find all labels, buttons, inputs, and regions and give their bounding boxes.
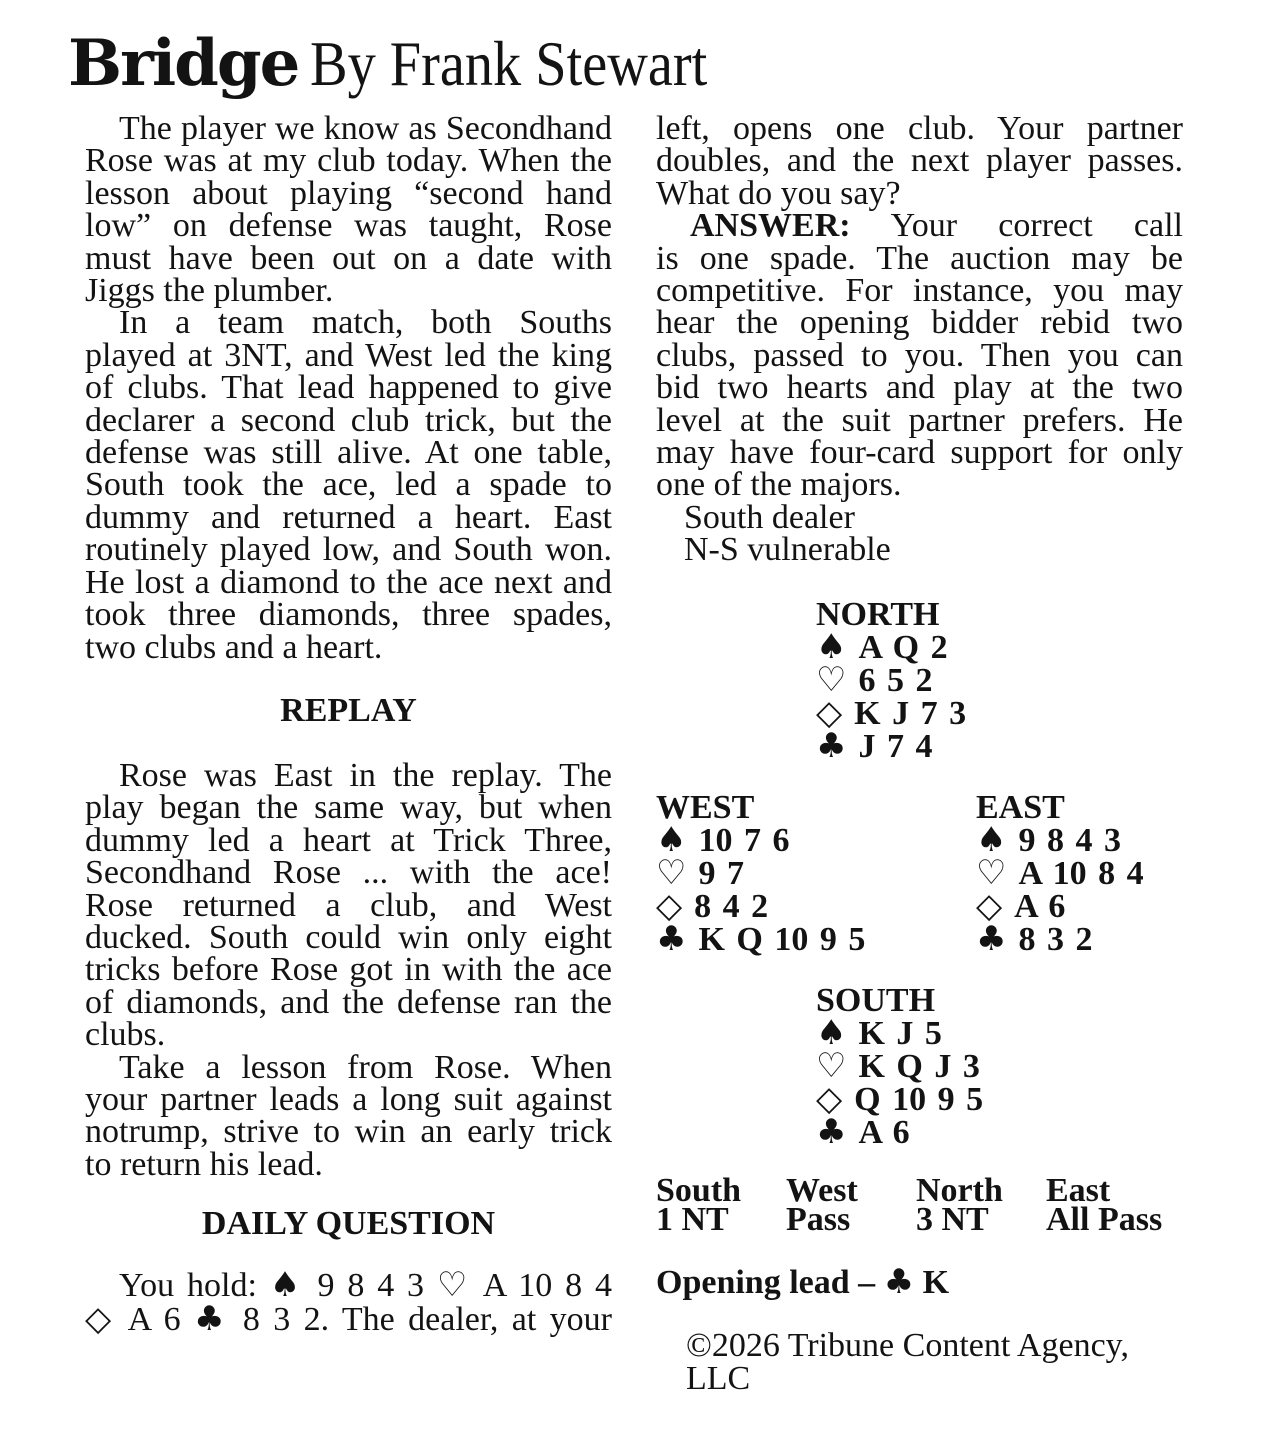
spade-icon: ♠ xyxy=(976,819,1007,860)
hand-label: WEST xyxy=(656,788,755,826)
suit-holding xyxy=(816,659,1183,700)
column-byline: By Frank Stewart xyxy=(310,28,708,99)
diamond-icon: ◇ xyxy=(656,885,683,926)
suit-symbol xyxy=(816,1111,847,1152)
suit-cards: 8 4 2 xyxy=(694,887,769,925)
hand-label: EAST xyxy=(976,788,1065,826)
text-line: doubles, and the next player passes. xyxy=(656,142,1183,180)
body-paragraph xyxy=(656,110,1183,212)
suit-holding xyxy=(656,852,976,893)
text-line: low” on defense was taught, Rose xyxy=(85,207,612,245)
suit-holding xyxy=(656,819,976,860)
text-line: of clubs. That lead happened to give xyxy=(85,369,612,407)
body-paragraph xyxy=(85,756,612,1054)
text-line: Jiggs the plumber. xyxy=(85,272,334,310)
suit-cards: Q 10 9 5 xyxy=(854,1080,984,1118)
suit-cards: J 7 4 xyxy=(858,727,933,765)
text-line: dummy and returned a heart. East xyxy=(85,498,612,536)
body-paragraph xyxy=(85,1265,612,1339)
body-paragraph xyxy=(85,304,612,666)
heart-icon: ♡ xyxy=(656,852,687,893)
suit-cards: K Q J 3 xyxy=(858,1047,980,1085)
opening-lead: Opening lead – ♣ K xyxy=(656,1261,950,1302)
text-line: notrump, strive to win an early trick xyxy=(85,1113,612,1151)
columns-container xyxy=(85,110,1183,1397)
bid-column-west xyxy=(786,1171,916,1238)
bidding-table xyxy=(656,1171,1183,1238)
text-line: of diamonds, and the defense ran the xyxy=(85,983,612,1021)
text-line: dummy led a heart at Trick Three, xyxy=(85,821,612,859)
suit-holding xyxy=(816,1111,1183,1152)
bid-seat-header: West xyxy=(786,1171,858,1209)
text-line: hear the opening bidder rebid two xyxy=(656,304,1183,342)
bid-column-north xyxy=(916,1171,1046,1238)
south-hand xyxy=(816,981,1183,1152)
text-line: must have been out on a date with xyxy=(85,239,612,277)
suit-holding xyxy=(816,1078,1183,1119)
suit-cards: 10 7 6 xyxy=(698,821,790,859)
spade-icon: ♠ xyxy=(269,1265,305,1306)
club-icon: ♣ xyxy=(816,1111,847,1152)
diamond-icon: ◇ xyxy=(85,1298,117,1339)
club-icon: ♣ xyxy=(976,918,1007,959)
suit-symbol xyxy=(656,918,687,959)
text-line: routinely played low, and South won. xyxy=(85,531,612,569)
text-line: may have four-card support for only xyxy=(656,434,1183,472)
text-line: Rose was at my club today. When the xyxy=(85,142,612,180)
right-column xyxy=(656,110,1183,1397)
body-paragraph xyxy=(85,1048,612,1183)
suit-cards: 9 7 xyxy=(698,854,744,892)
suit-cards: K J 5 xyxy=(858,1014,942,1052)
club-icon: ♣ xyxy=(194,1298,230,1339)
dealer-line: South dealer xyxy=(684,498,855,536)
bid-call: 3 NT xyxy=(916,1200,989,1238)
text-line: You hold: ♠ 9 8 4 3 ♡ A 10 8 4 xyxy=(119,1265,612,1306)
column-title: Bridge xyxy=(68,26,299,101)
text-line: declarer a second club trick, but the xyxy=(85,401,612,439)
hand-label: SOUTH xyxy=(816,981,936,1019)
west-hand xyxy=(656,788,976,959)
section-heading-daily-question: DAILY QUESTION xyxy=(201,1205,496,1243)
suit-cards: A 10 8 4 xyxy=(1018,854,1144,892)
text-line: one of the majors. xyxy=(656,466,902,504)
text-line: two clubs and a heart. xyxy=(85,628,383,666)
text-line: level at the suit partner prefers. He xyxy=(656,401,1183,439)
suit-cards: K J 7 3 xyxy=(854,694,967,732)
body-paragraph xyxy=(656,207,1183,504)
text-line: clubs. xyxy=(85,1016,166,1054)
text-line: The player we know as Secondhand xyxy=(119,110,612,147)
suit-holding xyxy=(816,1012,1183,1053)
masthead xyxy=(68,26,762,101)
club-icon: ♣ xyxy=(883,1261,915,1302)
suit-cards: 6 5 2 xyxy=(858,661,933,699)
text-line: play began the same way, but when xyxy=(85,789,612,827)
spade-icon: ♠ xyxy=(816,626,847,667)
heart-icon: ♡ xyxy=(816,659,847,700)
text-line: to return his lead. xyxy=(85,1145,323,1183)
spade-icon: ♠ xyxy=(816,1012,847,1053)
heart-icon: ♡ xyxy=(976,852,1007,893)
north-hand xyxy=(816,595,1183,766)
text-line: left, opens one club. Your partner xyxy=(656,110,1183,147)
suit-holding xyxy=(656,885,976,926)
text-line: Rose was East in the replay. The xyxy=(119,756,612,794)
bid-call: Pass xyxy=(786,1200,851,1238)
bid-column-east xyxy=(1046,1171,1163,1238)
diamond-icon: ◇ xyxy=(976,885,1003,926)
text-line: took three diamonds, three spades, xyxy=(85,596,612,634)
body-paragraph xyxy=(85,110,612,310)
text-run: Your correct call xyxy=(850,207,1183,245)
suit-cards: 9 8 4 3 xyxy=(1018,821,1121,859)
suit-holding xyxy=(656,918,976,959)
bid-column-south xyxy=(656,1171,786,1238)
text-line: ◇ A 6 ♣ 8 3 2. The dealer, at your xyxy=(85,1298,612,1339)
text-line: lesson about playing “second hand xyxy=(85,174,612,212)
suit-cards: A 6 xyxy=(858,1113,910,1151)
bid-seat-header: North xyxy=(916,1171,1003,1209)
text-line: In a team match, both Souths xyxy=(119,304,612,342)
suit-holding xyxy=(816,1045,1183,1086)
club-icon: ♣ xyxy=(656,918,687,959)
east-hand xyxy=(976,788,1144,959)
diamond-icon: ◇ xyxy=(816,1078,843,1119)
text-line: is one spade. The auction may be xyxy=(656,239,1183,277)
suit-holding xyxy=(816,626,1183,667)
suit-holding xyxy=(816,692,1183,733)
text-line: tricks before Rose got in with the ace xyxy=(85,951,612,989)
answer-label: ANSWER: xyxy=(690,207,851,245)
diamond-icon: ◇ xyxy=(816,692,843,733)
west-east-row xyxy=(656,788,1183,959)
text-line: What do you say? xyxy=(656,174,901,212)
suit-symbol xyxy=(976,918,1007,959)
text-line: ducked. South could win only eight xyxy=(85,918,612,956)
bid-call: 1 NT xyxy=(656,1200,729,1238)
text-line: bid two hearts and play at the two xyxy=(656,369,1183,407)
text-line: Secondhand Rose ... with the ace! xyxy=(85,854,612,892)
bid-call: All Pass xyxy=(1046,1200,1163,1238)
copyright-notice: ©2026 Tribune Content Agency, LLC xyxy=(686,1326,1129,1397)
section-heading-replay: REPLAY xyxy=(280,691,417,729)
suit-holding xyxy=(816,725,1183,766)
bid-seat-header: East xyxy=(1046,1171,1111,1209)
bid-seat-header: South xyxy=(656,1171,742,1209)
text-line: played at 3NT, and West led the king xyxy=(85,336,612,374)
text-line: clubs, passed to you. Then you can xyxy=(656,336,1183,374)
heart-icon: ♡ xyxy=(816,1045,847,1086)
spade-icon: ♠ xyxy=(656,819,687,860)
suit-symbol xyxy=(816,725,847,766)
vulnerability-line: N-S vulnerable xyxy=(684,531,891,569)
text-line xyxy=(656,207,1183,245)
text-line: He lost a diamond to the ace next and xyxy=(85,563,612,601)
text-line: defense was still alive. At one table, xyxy=(85,434,612,472)
text-line: Take a lesson from Rose. When xyxy=(119,1048,612,1086)
suit-cards: A Q 2 xyxy=(858,628,948,666)
text-line: competitive. For instance, you may xyxy=(656,272,1183,310)
hand-label: NORTH xyxy=(816,595,940,633)
suit-holding xyxy=(976,918,1144,959)
left-column xyxy=(85,110,612,1339)
text-line: your partner leads a long suit against xyxy=(85,1080,612,1118)
suit-cards: K Q 10 9 5 xyxy=(698,920,866,958)
heart-icon: ♡ xyxy=(436,1265,472,1306)
suit-cards: 8 3 2 xyxy=(1018,920,1093,958)
club-icon: ♣ xyxy=(816,725,847,766)
text-line: Rose returned a club, and West xyxy=(85,886,612,924)
text-line: South took the ace, led a spade to xyxy=(85,466,612,504)
suit-cards: A 6 xyxy=(1014,887,1066,925)
